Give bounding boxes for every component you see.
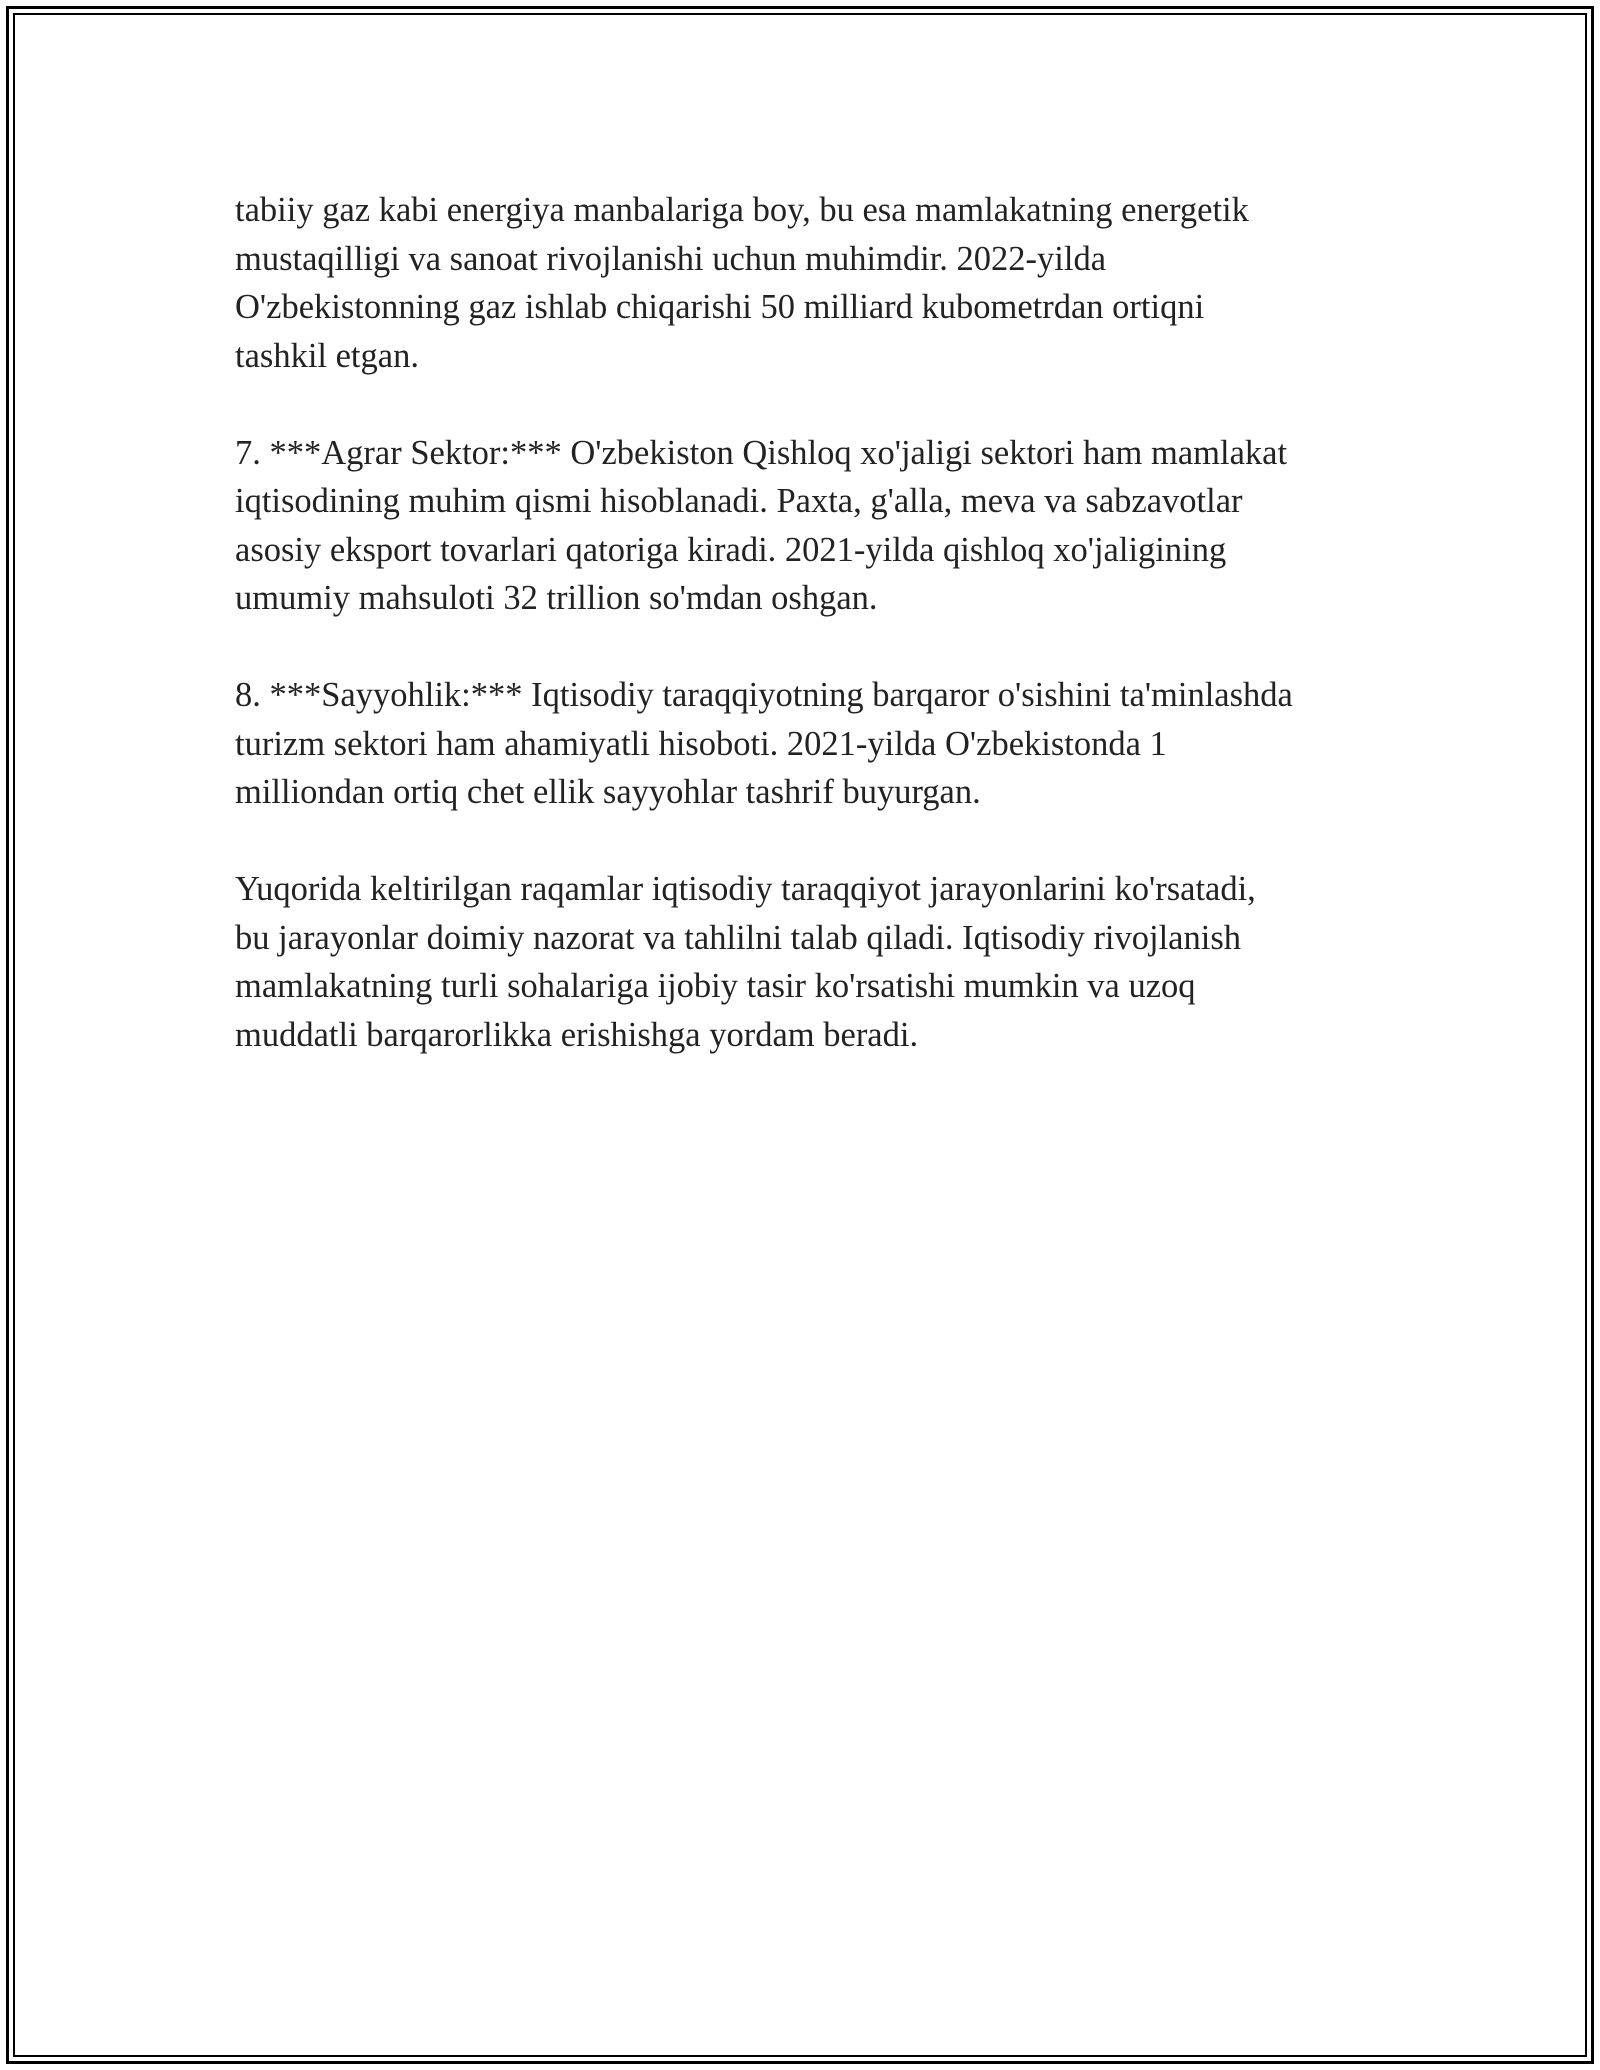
text-line: bu jarayonlar doimiy nazorat va tahlilni talab qiladi. Iqtisodiy rivojlanish	[235, 918, 1242, 957]
text-line: iqtisodining muhim qismi hisoblanadi. Paxta, g'alla, meva va sabzavotlar	[235, 482, 1243, 520]
text-line: O'zbekistonning gaz ishlab chiqarishi 50 milliard kubometrdan ortiqni	[235, 288, 1205, 326]
text-line: asosiy eksport tovarlari qatoriga kiradi. 2021-yilda qishloq xo'jaligining	[235, 530, 1227, 569]
document-body	[235, 186, 1385, 1059]
text-line: mustaqilligi va sanoat rivojlanishi uchun muhimdir. 2022-yilda	[235, 239, 1107, 278]
text-line: muddatli barqarorlikka erishishga yordam beradi.	[235, 1015, 919, 1054]
paragraph-sayyohlik	[235, 671, 1385, 817]
paragraph-conclusion	[235, 865, 1385, 1059]
text-line: turizm sektori ham ahamiyatli hisoboti. 2021-yilda O'zbekistonda 1	[235, 724, 1167, 763]
text-line: tabiiy gaz kabi energiya manbalariga boy, bu esa mamlakatning energetik	[235, 191, 1249, 229]
text-line: Yuqorida keltirilgan raqamlar iqtisodiy taraqqiyot jarayonlarini ko'rsatadi,	[235, 870, 1256, 908]
text-line: milliondan ortiq chet ellik sayyohlar tashrif buyurgan.	[235, 773, 981, 811]
paragraph-energy	[235, 186, 1385, 380]
text-line: umumiy mahsuloti 32 trillion so'mdan oshgan.	[235, 579, 878, 617]
text-line: mamlakatning turli sohalariga ijobiy tasir ko'rsatishi mumkin va uzoq	[235, 967, 1196, 1005]
text-line: tashkil etgan.	[235, 336, 419, 375]
paragraph-agrar-sektor	[235, 429, 1385, 623]
text-line: 8. ***Sayyohlik:*** Iqtisodiy taraqqiyotning barqaror o'sishini ta'minlashda	[235, 676, 1293, 714]
text-line: 7. ***Agrar Sektor:*** O'zbekiston Qishloq xo'jaligi sektori ham mamlakat	[235, 433, 1288, 472]
